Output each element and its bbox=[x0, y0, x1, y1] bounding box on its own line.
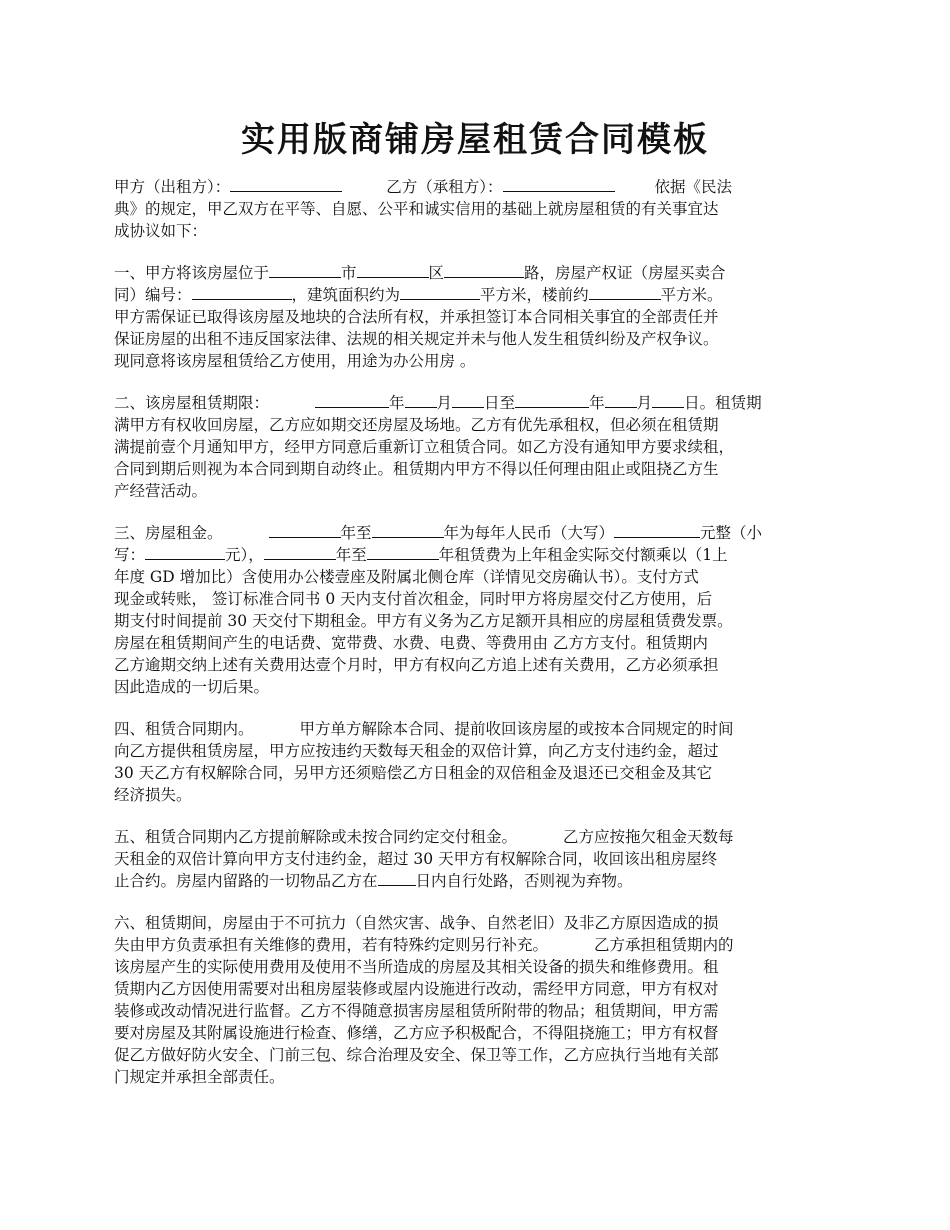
text-line: 止合约。房屋内留路的一切物品乙方在 日内自行处路，否则视为弃物。 bbox=[114, 872, 633, 890]
section-1-paragraph bbox=[114, 262, 842, 372]
text-line: 五、租赁合同期内乙方提前解除或未按合同约定交付租金。 乙方应按拖欠租金天数每 bbox=[114, 828, 734, 846]
text-line: 向乙方提供租赁房屋，甲方应按违约天数每天租金的双倍计算，向乙方支付违约金，超过 bbox=[114, 742, 719, 760]
text-line: 二、该房屋租赁期限： 年 月 日至 年 月 日。租赁期 bbox=[114, 394, 762, 412]
text-line: 装修或改动情况进行监督。乙方不得随意损害房屋租赁所附带的物品；租赁期间，甲方需 bbox=[114, 1002, 719, 1020]
text-line: 写： 元）， 年至 年租赁费为上年租金实际交付额乘以（1上 bbox=[114, 546, 728, 564]
text-line: 成协议如下： bbox=[114, 222, 208, 240]
blank-line bbox=[378, 870, 416, 886]
blank-line bbox=[652, 392, 684, 408]
text-line: 期支付时间提前 30 天交付下期租金。甲方有义务为乙方足额开具相应的房屋租赁费发票。 bbox=[114, 612, 733, 630]
text-line: 满提前壹个月通知甲方，经甲方同意后重新订立租赁合同。如乙方没有通知甲方要求续租， bbox=[114, 438, 735, 456]
text-line: 甲方需保证已取得该房屋及地块的合法所有权，并承担签订本合同相关事宜的全部责任并 bbox=[114, 308, 719, 326]
text-line: 现金或转账， 签订标准合同书 0 天内支付首次租金，同时甲方将房屋交付乙方使用，后 bbox=[114, 590, 713, 608]
blank-line bbox=[367, 544, 439, 560]
blank-line bbox=[605, 392, 637, 408]
text-line: 三、房屋租金。 年至 年为每年人民币（大写） 元整（小 bbox=[114, 524, 763, 542]
text-line: 年度 GD 增加比）含使用办公楼壹座及附属北侧仓库（详情见交房确认书）。支付方式 bbox=[114, 568, 699, 586]
blank-line bbox=[405, 392, 437, 408]
text-line: 四、租赁合同期内。 甲方单方解除本合同、提前收回该房屋的或按本合同规定的时间 bbox=[114, 720, 734, 738]
text-line: 保证房屋的出租不违反国家法律、法规的相关规定并未与他人发生租赁纠纷及产权争议。 bbox=[114, 330, 719, 348]
blank-line bbox=[372, 522, 444, 538]
section-5-paragraph bbox=[114, 826, 842, 892]
blank-line bbox=[315, 392, 389, 408]
blank-line bbox=[589, 284, 661, 300]
text-line: 六、租赁期间，房屋由于不可抗力（自然灾害、战争、自然老旧）及非乙方原因造成的损 bbox=[114, 914, 719, 932]
text-line: 同）编号： ，建筑面积约为 平方米，楼前约 平方米。 bbox=[114, 286, 723, 304]
blank-line bbox=[269, 262, 341, 278]
blank-line bbox=[503, 176, 615, 192]
text-line: 天租金的双倍计算向甲方支付违约金，超过 30 天甲方有权解除合同，收回该出租房屋终 bbox=[114, 850, 718, 868]
blank-line bbox=[145, 544, 225, 560]
text-line: 促乙方做好防火安全、门前三包、综合治理及安全、保卫等工作，乙方应执行当地有关部 bbox=[114, 1046, 719, 1064]
text-line: 该房屋产生的实际使用费用及使用不当所造成的房屋及其相关设备的损失和维修费用。租 bbox=[114, 958, 719, 976]
text-line: 典》的规定，甲乙双方在平等、自愿、公平和诚实信用的基础上就房屋租赁的有关事宜达 bbox=[114, 200, 719, 218]
text-line: 30 天乙方有权解除合同，另甲方还须赔偿乙方日租金的双倍租金及退还已交租金及其它 bbox=[114, 764, 713, 782]
blank-line bbox=[515, 392, 589, 408]
intro-paragraph bbox=[114, 176, 842, 242]
section-3-paragraph bbox=[114, 522, 842, 698]
text-line: 失由甲方负责承担有关维修的费用，若有特殊约定则另行补充。 乙方承担租赁期内的 bbox=[114, 936, 734, 954]
text-line: 房屋在租赁期间产生的电话费、宽带费、水费、电费、等费用由 乙方方支付。租赁期内 bbox=[114, 634, 708, 652]
blank-line bbox=[269, 522, 341, 538]
blank-line bbox=[264, 544, 336, 560]
document-body bbox=[114, 176, 842, 1108]
text-line: 乙方逾期交纳上述有关费用达壹个月时，甲方有权向乙方追上述有关费用，乙方必须承担 bbox=[114, 656, 719, 674]
section-6-paragraph bbox=[114, 912, 842, 1088]
text-line: 经济损失。 bbox=[114, 786, 192, 804]
section-2-paragraph bbox=[114, 392, 842, 502]
blank-line bbox=[192, 284, 292, 300]
text-line: 满甲方有权收回房屋，乙方应如期交还房屋及场地。乙方有优先承租权，但必须在租赁期 bbox=[114, 416, 719, 434]
blank-line bbox=[400, 284, 480, 300]
blank-line bbox=[452, 392, 484, 408]
text-line: 甲方（出租方）： 乙方（承租方）： 依据《民法 bbox=[114, 178, 733, 196]
blank-line bbox=[230, 176, 342, 192]
text-line: 一、甲方将该房屋位于 市 区 路，房屋产权证（房屋买卖合 bbox=[114, 264, 726, 282]
text-line: 合同到期后则视为本合同到期自动终止。租赁期内甲方不得以任何理由阻止或阻挠乙方生 bbox=[114, 460, 719, 478]
text-line: 现同意将该房屋租赁给乙方使用，用途为办公用房 。 bbox=[114, 352, 476, 370]
blank-line bbox=[444, 262, 524, 278]
text-line: 门规定并承担全部责任。 bbox=[114, 1068, 285, 1086]
document-title: 实用版商铺房屋租赁合同模板 bbox=[241, 120, 709, 160]
text-line: 因此造成的一切后果。 bbox=[114, 678, 270, 696]
text-line: 赁期内乙方因使用需要对出租房屋装修或屋内设施进行改动，需经甲方同意，甲方有权对 bbox=[114, 980, 719, 998]
section-4-paragraph bbox=[114, 718, 842, 806]
blank-line bbox=[357, 262, 429, 278]
text-line: 产经营活动。 bbox=[114, 482, 208, 500]
text-line: 要对房屋及其附属设施进行检查、修缮，乙方应予积极配合，不得阻挠施工；甲方有权督 bbox=[114, 1024, 719, 1042]
blank-line bbox=[614, 522, 700, 538]
